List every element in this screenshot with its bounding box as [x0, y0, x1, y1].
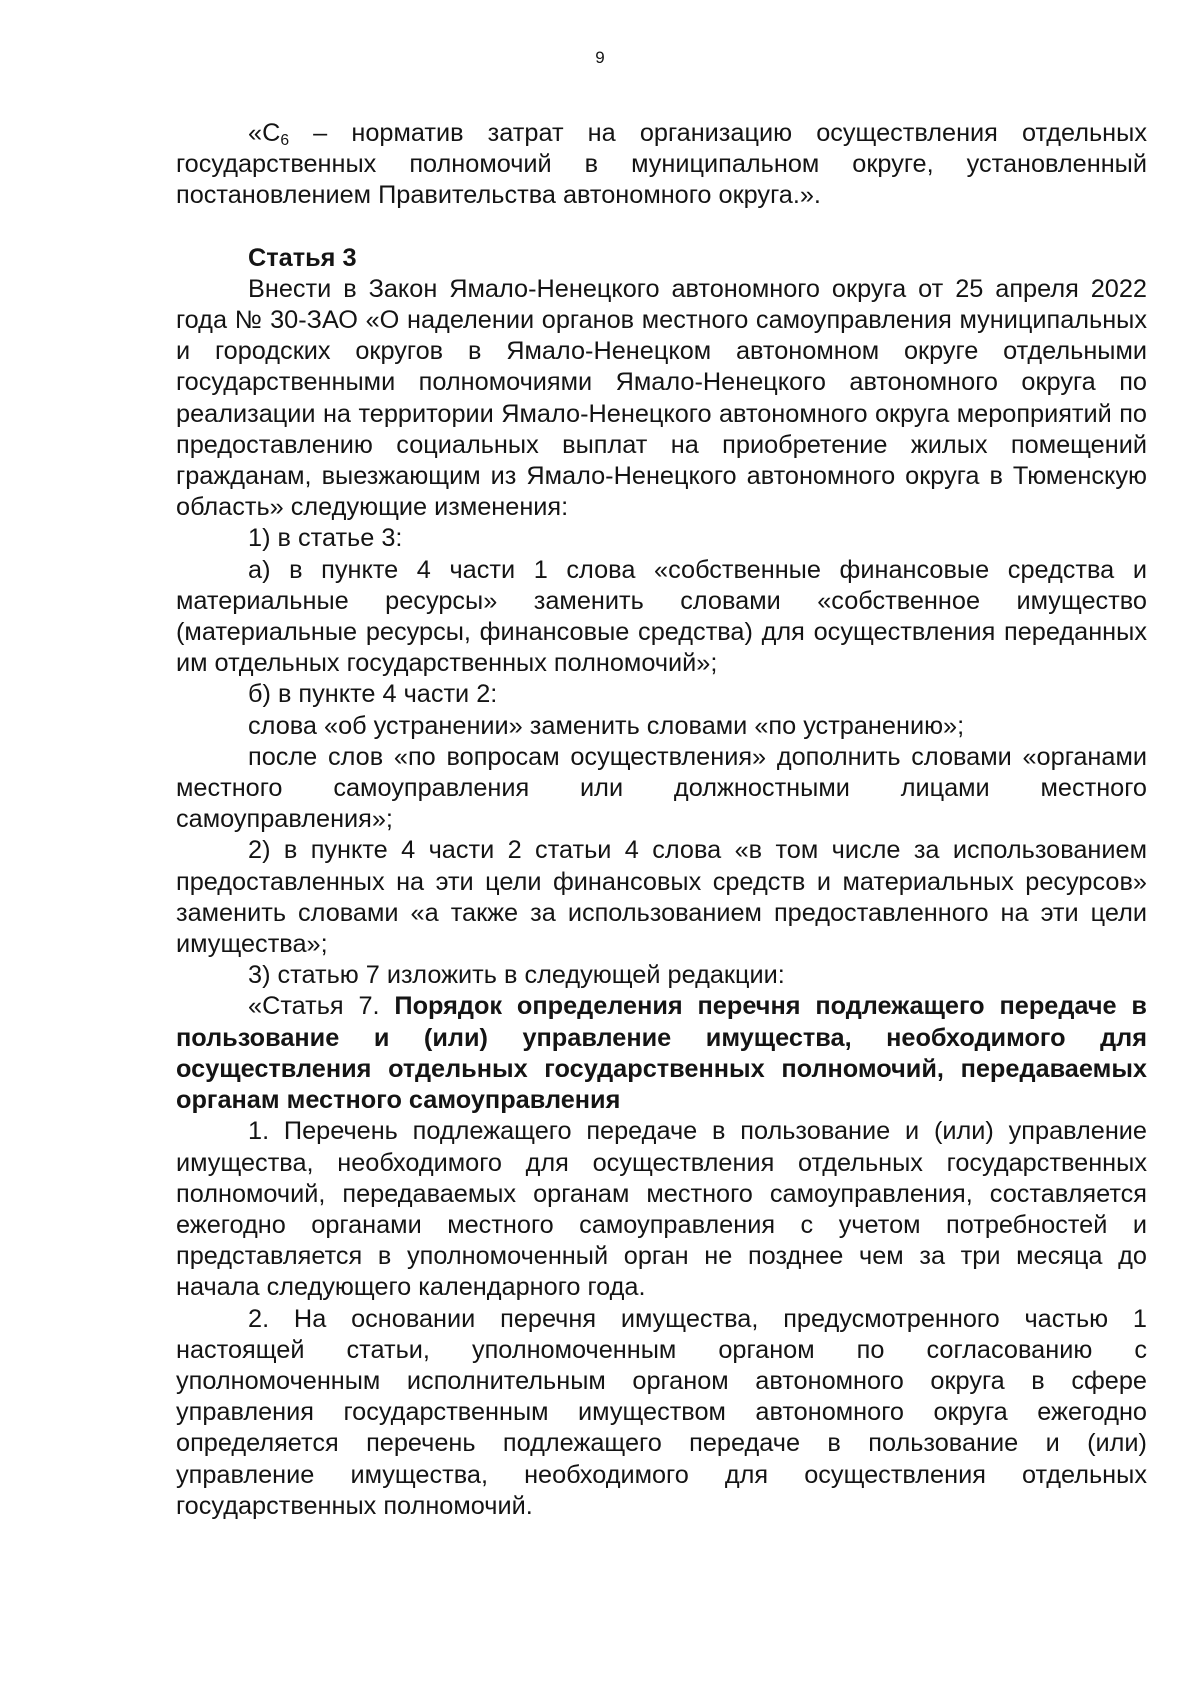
article-7-part-2: 2. На основании перечня имущества, предусмотренного частью 1 настоящей статьи, уполномоченным органом по согласованию с уполномоченным исполнительным органом автономного округа в сфере управления государственным имуществом автономного округа ежегодно определяется перечень подлежащего передаче в пользование и (или) управление имущества, необходимого для осуществления отдельных государственных полномочий. [176, 1304, 1147, 1520]
item-1b-addition-paragraph: после слов «по вопросам осуществления» дополнить словами «органами местного самоуправления или должностными лицами местного самоуправления»; [176, 742, 1147, 834]
item-1-paragraph: 1) в статье 3: [248, 524, 403, 553]
document-body [176, 118, 1147, 1522]
item-2-paragraph: 2) в пункте 4 части 2 статьи 4 слова «в том числе за использованием предоставленных на эти цели финансовых средств и материальных ресурсов» заменить словами «а также за использованием предоставленного на эти цели имущества»; [176, 836, 1147, 959]
c6-definition-text: – норматив затрат на организацию осуществления отдельных государственных полномочий в муниципальном округе, установленный постановлением Правительства автономного округа.». [176, 119, 1147, 210]
paragraph-gap [176, 212, 1147, 243]
item-1a-paragraph: а) в пункте 4 части 1 слова «собственные финансовые средства и материальные ресурсы» заменить словами «собственное имущество (материальные ресурсы, финансовые средства) для осуществления переданных им отдельных государственных полномочий»; [176, 555, 1147, 678]
article-heading: Статья 3 [248, 243, 357, 272]
item-3-paragraph: 3) статью 7 изложить в следующей редакции: [248, 961, 785, 990]
c6-definition-paragraph [176, 118, 1147, 212]
c6-open: «С [248, 119, 281, 147]
article-7-title: Порядок определения перечня подлежащего передаче в пользование и (или) управление имущества, необходимого для осуществления отдельных государственных полномочий, передаваемых органам местного самоуправления [176, 992, 1147, 1115]
article-7-part-1: 1. Перечень подлежащего передаче в пользование и (или) управление имущества, необходимого для осуществления отдельных государственных полномочий, передаваемых органам местного самоуправления, составляется ежегодно органами местного самоуправления с учетом потребностей и представляется в уполномоченный орган не позднее чем за три месяца до начала следующего календарного года. [176, 1117, 1147, 1302]
page-number: 9 [595, 48, 605, 67]
article-7-prefix: «Статья 7. [248, 992, 395, 1021]
article-7-heading [176, 991, 1147, 1116]
c6-subscript: 6 [280, 131, 290, 149]
item-1b-words-paragraph: слова «об устранении» заменить словами «по устранению»; [248, 711, 965, 740]
item-1b-paragraph: б) в пункте 4 части 2: [248, 680, 498, 709]
intro-paragraph: Внести в Закон Ямало-Ненецкого автономного округа от 25 апреля 2022 года № 30-ЗАО «О наделении органов местного самоуправления муниципальных и городских округов в Ямало-Ненецком автономном округе отдельными государственными полномочиями Ямало-Ненецкого автономного округа по реализации на территории Ямало-Ненецкого автономного округа мероприятий по предоставлению социальных выплат на приобретение жилых помещений гражданам, выезжающим из Ямало-Ненецкого автономного округа в Тюменскую область» следующие изменения: [176, 274, 1147, 522]
